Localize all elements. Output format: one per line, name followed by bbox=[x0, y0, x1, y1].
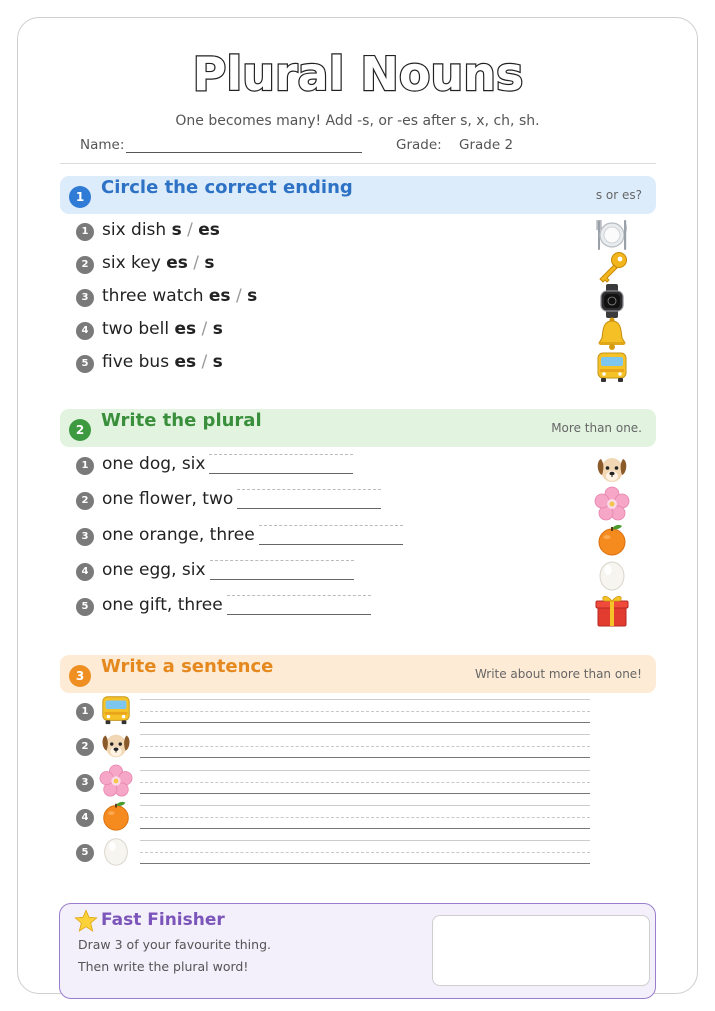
item-text bbox=[102, 525, 403, 545]
item-number: 2 bbox=[76, 492, 94, 510]
section-2-hint: More than one. bbox=[551, 421, 642, 435]
section-3-item-2 bbox=[76, 728, 596, 764]
key-icon bbox=[594, 250, 630, 286]
fast-finisher-box bbox=[59, 903, 656, 999]
name-label: Name: bbox=[80, 137, 125, 153]
item-number: 2 bbox=[76, 738, 94, 756]
section-3-header bbox=[60, 655, 656, 693]
section-1-title: Circle the correct ending bbox=[101, 177, 353, 198]
item-text bbox=[102, 489, 381, 509]
item-text bbox=[102, 595, 371, 615]
egg-icon bbox=[99, 834, 133, 868]
option-separator: / bbox=[201, 319, 208, 339]
egg-icon bbox=[594, 557, 630, 593]
name-field[interactable] bbox=[126, 152, 362, 153]
fast-finisher-title: Fast Finisher bbox=[101, 910, 225, 930]
ending-option-a[interactable]: es bbox=[166, 253, 188, 273]
item-prompt: one gift, three bbox=[102, 595, 223, 615]
item-word: six dish bbox=[102, 220, 167, 240]
ending-option-a[interactable]: es bbox=[174, 319, 197, 339]
section-2-title: Write the plural bbox=[101, 410, 262, 431]
item-number: 1 bbox=[76, 457, 94, 475]
item-text bbox=[102, 220, 220, 240]
item-number: 2 bbox=[76, 256, 94, 274]
item-number: 5 bbox=[76, 598, 94, 616]
item-word: three watch bbox=[102, 286, 204, 306]
section-3-item-5 bbox=[76, 834, 596, 870]
item-text bbox=[102, 319, 223, 339]
item-text bbox=[102, 454, 353, 474]
ending-option-b[interactable]: s bbox=[247, 286, 258, 306]
item-number: 4 bbox=[76, 322, 94, 340]
page-title-text: Plural Nouns bbox=[192, 47, 523, 101]
bus-icon bbox=[594, 349, 630, 385]
item-number: 1 bbox=[76, 703, 94, 721]
section-1-item-2 bbox=[76, 250, 636, 280]
drawing-box[interactable] bbox=[432, 915, 650, 986]
section-1-item-3 bbox=[76, 283, 636, 313]
item-text bbox=[102, 253, 215, 273]
header-divider bbox=[60, 163, 656, 164]
answer-line[interactable] bbox=[210, 560, 354, 580]
grade-value: Grade 2 bbox=[459, 137, 514, 153]
section-2-item-2 bbox=[76, 486, 636, 516]
section-2-header bbox=[60, 409, 656, 447]
fast-finisher-instruction-1: Draw 3 of your favourite thing. bbox=[78, 937, 271, 952]
ending-option-b[interactable]: s bbox=[212, 352, 223, 372]
section-1-header bbox=[60, 176, 656, 214]
grade-label: Grade: bbox=[396, 137, 442, 153]
section-3-number: 3 bbox=[69, 665, 91, 687]
ending-option-a[interactable]: es bbox=[208, 286, 231, 306]
answer-line[interactable] bbox=[227, 595, 371, 615]
section-1-item-4 bbox=[76, 316, 636, 346]
item-number: 3 bbox=[76, 289, 94, 307]
item-text bbox=[102, 560, 354, 580]
item-number: 5 bbox=[76, 355, 94, 373]
ending-option-b[interactable]: s bbox=[204, 253, 215, 273]
section-1-item-5 bbox=[76, 349, 636, 379]
ending-option-b[interactable]: s bbox=[212, 319, 223, 339]
section-1-number: 1 bbox=[69, 186, 91, 208]
option-separator: / bbox=[187, 220, 193, 240]
bell-icon bbox=[594, 316, 630, 352]
answer-line[interactable] bbox=[259, 525, 403, 545]
ending-option-a[interactable]: es bbox=[174, 352, 197, 372]
section-3-item-3 bbox=[76, 764, 596, 800]
page-subtitle: One becomes many! Add -s, or -es after s, x, ch, sh. bbox=[175, 113, 540, 129]
gift-icon bbox=[594, 592, 630, 628]
item-word: two bell bbox=[102, 319, 170, 339]
flower-icon bbox=[594, 486, 630, 522]
page-title bbox=[0, 38, 715, 108]
item-number: 4 bbox=[76, 563, 94, 581]
item-prompt: one orange, three bbox=[102, 525, 255, 545]
option-separator: / bbox=[193, 253, 200, 273]
item-prompt: one flower, two bbox=[102, 489, 234, 509]
dog-icon bbox=[99, 728, 133, 762]
section-2-item-5 bbox=[76, 592, 636, 622]
bus-icon bbox=[99, 693, 133, 727]
item-number: 4 bbox=[76, 809, 94, 827]
section-2-item-4 bbox=[76, 557, 636, 587]
option-separator: / bbox=[235, 286, 242, 306]
ending-option-b[interactable]: es bbox=[198, 220, 220, 240]
section-1-item-1 bbox=[76, 217, 636, 247]
flower-icon bbox=[99, 764, 133, 798]
answer-line[interactable] bbox=[209, 454, 353, 474]
ending-option-a[interactable]: s bbox=[171, 220, 182, 240]
item-text bbox=[102, 286, 257, 306]
item-word: five bus bbox=[102, 352, 170, 372]
plate-icon bbox=[594, 217, 630, 253]
dog-icon bbox=[594, 451, 630, 487]
section-3-item-4 bbox=[76, 799, 596, 835]
star-icon bbox=[74, 909, 98, 933]
fast-finisher-instruction-2: Then write the plural word! bbox=[78, 959, 249, 974]
item-text bbox=[102, 352, 223, 372]
name-grade-row bbox=[80, 137, 640, 157]
section-3-title: Write a sentence bbox=[101, 656, 274, 677]
option-separator: / bbox=[201, 352, 208, 372]
watch-icon bbox=[594, 283, 630, 319]
item-number: 3 bbox=[76, 774, 94, 792]
section-2-number: 2 bbox=[69, 419, 91, 441]
item-prompt: one dog, six bbox=[102, 454, 206, 474]
section-3-hint: Write about more than one! bbox=[474, 667, 642, 681]
item-word: six key bbox=[102, 253, 161, 273]
section-2-item-3 bbox=[76, 522, 636, 552]
item-prompt: one egg, six bbox=[102, 560, 206, 580]
section-2-item-1 bbox=[76, 451, 636, 481]
item-number: 3 bbox=[76, 528, 94, 546]
section-1-hint: s or es? bbox=[595, 188, 642, 202]
answer-line[interactable] bbox=[237, 489, 381, 509]
orange-icon bbox=[99, 799, 133, 833]
section-3-item-1 bbox=[76, 693, 596, 729]
item-number: 5 bbox=[76, 844, 94, 862]
orange-icon bbox=[594, 522, 630, 558]
item-number: 1 bbox=[76, 223, 94, 241]
